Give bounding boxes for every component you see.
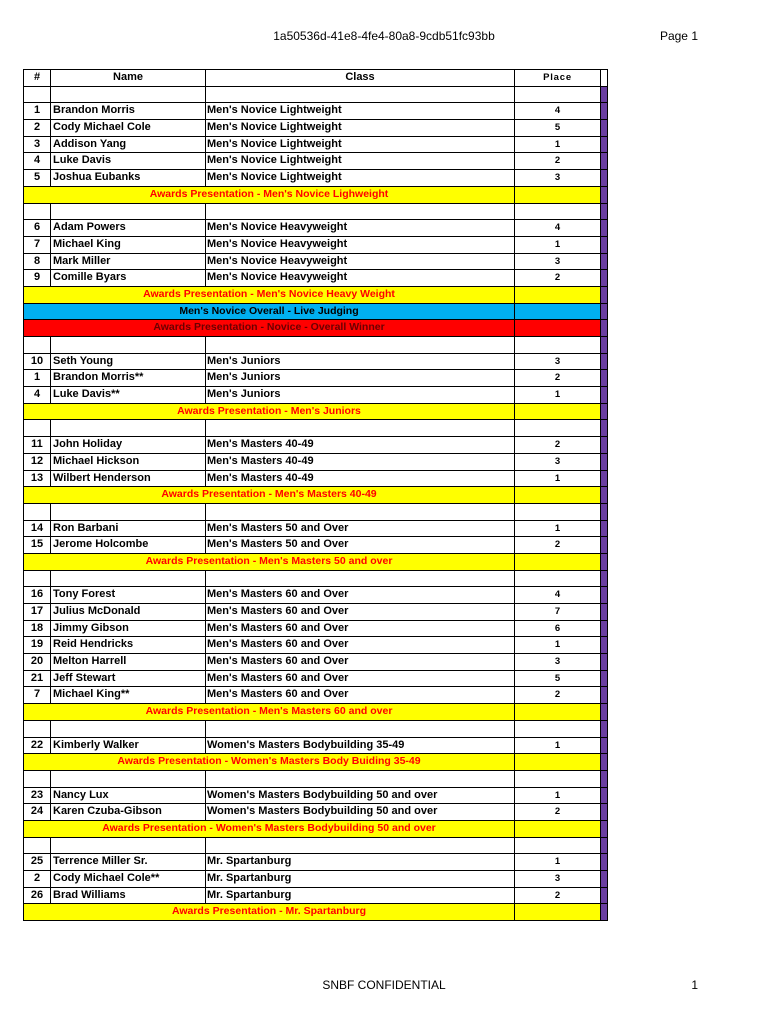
empty-cell bbox=[206, 838, 515, 854]
place-value: 1 bbox=[515, 387, 601, 403]
place-empty-cell bbox=[515, 904, 601, 920]
side-band bbox=[601, 888, 608, 904]
entry-number: 1 bbox=[24, 103, 51, 119]
class-name: Men's Novice Lightweight bbox=[206, 170, 515, 186]
awards-presentation-row-label: Awards Presentation - Women's Masters Body Buiding 35-49 bbox=[24, 754, 515, 770]
table-row bbox=[24, 854, 608, 871]
side-band bbox=[601, 854, 608, 870]
class-name: Men's Novice Lightweight bbox=[206, 103, 515, 119]
entry-number: 15 bbox=[24, 537, 51, 553]
overall-winner-row bbox=[24, 320, 608, 337]
side-band bbox=[601, 687, 608, 703]
table-row bbox=[24, 454, 608, 471]
empty-cell bbox=[24, 838, 51, 854]
side-band bbox=[601, 270, 608, 286]
table-row bbox=[24, 738, 608, 755]
competitor-name: Luke Davis** bbox=[51, 387, 206, 403]
class-name: Mr. Spartanburg bbox=[206, 888, 515, 904]
place-value: 1 bbox=[515, 471, 601, 487]
side-band bbox=[601, 754, 608, 770]
class-name: Men's Masters 60 and Over bbox=[206, 671, 515, 687]
document-id: 1a50536d-41e8-4fe4-80a8-9cdb51fc93bb bbox=[273, 29, 495, 43]
place-empty-cell bbox=[515, 287, 601, 303]
side-band bbox=[601, 337, 608, 353]
place-value: 1 bbox=[515, 637, 601, 653]
place-value: 2 bbox=[515, 687, 601, 703]
class-name: Men's Juniors bbox=[206, 387, 515, 403]
entry-number: 7 bbox=[24, 237, 51, 253]
awards-presentation-row-label: Awards Presentation - Men's Novice Lighweight bbox=[24, 187, 515, 203]
page-label: Page 1 bbox=[659, 29, 698, 43]
class-name: Men's Masters 60 and Over bbox=[206, 637, 515, 653]
place-value: 3 bbox=[515, 254, 601, 270]
competitor-name: Jerome Holcombe bbox=[51, 537, 206, 553]
awards-presentation-row-label: Awards Presentation - Men's Masters 60 and over bbox=[24, 704, 515, 720]
side-band bbox=[601, 87, 608, 103]
side-band bbox=[601, 654, 608, 670]
side-band bbox=[601, 587, 608, 603]
empty-cell bbox=[51, 571, 206, 587]
class-name: Men's Masters 50 and Over bbox=[206, 521, 515, 537]
class-name: Men's Masters 60 and Over bbox=[206, 587, 515, 603]
side-band bbox=[601, 137, 608, 153]
empty-cell bbox=[206, 571, 515, 587]
empty-cell bbox=[206, 87, 515, 103]
entry-number: 14 bbox=[24, 521, 51, 537]
competitor-name: Kimberly Walker bbox=[51, 738, 206, 754]
class-name: Mr. Spartanburg bbox=[206, 854, 515, 870]
class-name: Men's Masters 50 and Over bbox=[206, 537, 515, 553]
side-band bbox=[601, 521, 608, 537]
table-row bbox=[24, 471, 608, 488]
entry-number: 18 bbox=[24, 621, 51, 637]
awards-presentation-row bbox=[24, 821, 608, 838]
place-value: 1 bbox=[515, 137, 601, 153]
side-band bbox=[601, 471, 608, 487]
empty-cell bbox=[515, 771, 601, 787]
column-header-place: Place bbox=[515, 70, 601, 86]
empty-cell bbox=[51, 87, 206, 103]
side-band bbox=[601, 838, 608, 854]
place-empty-cell bbox=[515, 487, 601, 503]
column-header-class: Class bbox=[206, 70, 515, 86]
table-header-row bbox=[24, 70, 608, 87]
competitor-name: Jeff Stewart bbox=[51, 671, 206, 687]
place-value: 4 bbox=[515, 103, 601, 119]
table-row bbox=[24, 354, 608, 371]
place-empty-cell bbox=[515, 554, 601, 570]
place-value: 1 bbox=[515, 237, 601, 253]
side-band bbox=[601, 621, 608, 637]
place-value: 3 bbox=[515, 871, 601, 887]
empty-cell bbox=[206, 721, 515, 737]
competitor-name: Reid Hendricks bbox=[51, 637, 206, 653]
awards-presentation-row bbox=[24, 187, 608, 204]
entry-number: 8 bbox=[24, 254, 51, 270]
empty-cell bbox=[515, 204, 601, 220]
table-row bbox=[24, 587, 608, 604]
place-value: 3 bbox=[515, 654, 601, 670]
entry-number: 21 bbox=[24, 671, 51, 687]
empty-cell bbox=[24, 771, 51, 787]
entry-number: 16 bbox=[24, 587, 51, 603]
class-name: Women's Masters Bodybuilding 35-49 bbox=[206, 738, 515, 754]
side-band bbox=[601, 738, 608, 754]
side-band bbox=[601, 320, 608, 336]
competitor-name: Nancy Lux bbox=[51, 788, 206, 804]
side-band bbox=[601, 204, 608, 220]
empty-cell bbox=[515, 337, 601, 353]
table-row bbox=[24, 387, 608, 404]
place-value: 1 bbox=[515, 854, 601, 870]
table-row bbox=[24, 637, 608, 654]
empty-cell bbox=[24, 571, 51, 587]
overall-winner-row-label: Awards Presentation - Novice - Overall Winner bbox=[24, 320, 515, 336]
class-name: Men's Masters 40-49 bbox=[206, 471, 515, 487]
blank-row bbox=[24, 504, 608, 521]
side-band bbox=[601, 704, 608, 720]
awards-presentation-row-label: Awards Presentation - Men's Masters 40-49 bbox=[24, 487, 515, 503]
awards-presentation-row bbox=[24, 754, 608, 771]
competitor-name: Mark Miller bbox=[51, 254, 206, 270]
side-band bbox=[601, 504, 608, 520]
empty-cell bbox=[515, 721, 601, 737]
table-row bbox=[24, 671, 608, 688]
table-row bbox=[24, 521, 608, 538]
side-band bbox=[601, 671, 608, 687]
table-row bbox=[24, 153, 608, 170]
entry-number: 4 bbox=[24, 153, 51, 169]
empty-cell bbox=[206, 771, 515, 787]
side-band bbox=[601, 788, 608, 804]
side-band bbox=[601, 571, 608, 587]
table-row bbox=[24, 621, 608, 638]
competitor-name: Brandon Morris bbox=[51, 103, 206, 119]
side-band bbox=[601, 187, 608, 203]
table-row bbox=[24, 437, 608, 454]
class-name: Men's Juniors bbox=[206, 354, 515, 370]
competitor-name: Terrence Miller Sr. bbox=[51, 854, 206, 870]
place-value: 1 bbox=[515, 521, 601, 537]
table-row bbox=[24, 788, 608, 805]
side-band bbox=[601, 237, 608, 253]
blank-row bbox=[24, 420, 608, 437]
side-band bbox=[601, 721, 608, 737]
entry-number: 22 bbox=[24, 738, 51, 754]
table-row bbox=[24, 270, 608, 287]
competitor-name: Michael King bbox=[51, 237, 206, 253]
empty-cell bbox=[206, 504, 515, 520]
competitor-name: Jimmy Gibson bbox=[51, 621, 206, 637]
table-row bbox=[24, 804, 608, 821]
awards-presentation-row-label: Awards Presentation - Men's Novice Heavy Weight bbox=[24, 287, 515, 303]
side-band bbox=[601, 420, 608, 436]
class-name: Men's Masters 60 and Over bbox=[206, 621, 515, 637]
side-band bbox=[601, 604, 608, 620]
side-band bbox=[601, 153, 608, 169]
side-band bbox=[601, 537, 608, 553]
side-band bbox=[601, 554, 608, 570]
side-band bbox=[601, 254, 608, 270]
entry-number: 25 bbox=[24, 854, 51, 870]
class-name: Mr. Spartanburg bbox=[206, 871, 515, 887]
empty-cell bbox=[51, 838, 206, 854]
table-row bbox=[24, 220, 608, 237]
footer-page-number: 1 bbox=[691, 978, 698, 992]
empty-cell bbox=[51, 504, 206, 520]
empty-cell bbox=[206, 337, 515, 353]
side-band bbox=[601, 487, 608, 503]
empty-cell bbox=[24, 337, 51, 353]
entry-number: 11 bbox=[24, 437, 51, 453]
entry-number: 20 bbox=[24, 654, 51, 670]
awards-presentation-row-label: Awards Presentation - Women's Masters Bodybuilding 50 and over bbox=[24, 821, 515, 837]
place-value: 1 bbox=[515, 738, 601, 754]
place-value: 3 bbox=[515, 170, 601, 186]
empty-cell bbox=[515, 420, 601, 436]
awards-presentation-row bbox=[24, 404, 608, 421]
place-value: 2 bbox=[515, 537, 601, 553]
table-row bbox=[24, 604, 608, 621]
empty-cell bbox=[24, 504, 51, 520]
empty-cell bbox=[515, 571, 601, 587]
entry-number: 19 bbox=[24, 637, 51, 653]
place-value: 4 bbox=[515, 220, 601, 236]
blank-row bbox=[24, 721, 608, 738]
competitor-name: John Holiday bbox=[51, 437, 206, 453]
side-band bbox=[601, 771, 608, 787]
class-name: Men's Novice Lightweight bbox=[206, 120, 515, 136]
column-header-name: Name bbox=[51, 70, 206, 86]
place-value: 2 bbox=[515, 437, 601, 453]
place-empty-cell bbox=[515, 304, 601, 320]
table-row bbox=[24, 103, 608, 120]
side-band bbox=[601, 437, 608, 453]
class-name: Women's Masters Bodybuilding 50 and over bbox=[206, 788, 515, 804]
competitor-name: Seth Young bbox=[51, 354, 206, 370]
entry-number: 12 bbox=[24, 454, 51, 470]
class-name: Men's Juniors bbox=[206, 370, 515, 386]
competitor-name: Brad Williams bbox=[51, 888, 206, 904]
empty-cell bbox=[515, 504, 601, 520]
empty-cell bbox=[51, 771, 206, 787]
empty-cell bbox=[51, 337, 206, 353]
competitor-name: Adam Powers bbox=[51, 220, 206, 236]
table-row bbox=[24, 170, 608, 187]
entry-number: 1 bbox=[24, 370, 51, 386]
competitor-name: Joshua Eubanks bbox=[51, 170, 206, 186]
entry-number: 3 bbox=[24, 137, 51, 153]
table-row bbox=[24, 888, 608, 905]
empty-cell bbox=[51, 721, 206, 737]
competitor-name: Melton Harrell bbox=[51, 654, 206, 670]
side-band bbox=[601, 170, 608, 186]
place-value: 2 bbox=[515, 370, 601, 386]
awards-presentation-row bbox=[24, 904, 608, 921]
place-empty-cell bbox=[515, 187, 601, 203]
class-name: Women's Masters Bodybuilding 50 and over bbox=[206, 804, 515, 820]
place-empty-cell bbox=[515, 821, 601, 837]
competitor-name: Brandon Morris** bbox=[51, 370, 206, 386]
awards-presentation-row-label: Awards Presentation - Men's Juniors bbox=[24, 404, 515, 420]
entry-number: 6 bbox=[24, 220, 51, 236]
entry-number: 23 bbox=[24, 788, 51, 804]
awards-presentation-row bbox=[24, 287, 608, 304]
competitor-name: Wilbert Henderson bbox=[51, 471, 206, 487]
blank-row bbox=[24, 771, 608, 788]
side-band bbox=[601, 220, 608, 236]
class-name: Men's Novice Lightweight bbox=[206, 153, 515, 169]
entry-number: 26 bbox=[24, 888, 51, 904]
class-name: Men's Masters 60 and Over bbox=[206, 604, 515, 620]
class-name: Men's Novice Heavyweight bbox=[206, 270, 515, 286]
table-row bbox=[24, 537, 608, 554]
competitor-name: Comille Byars bbox=[51, 270, 206, 286]
awards-presentation-row bbox=[24, 487, 608, 504]
empty-cell bbox=[206, 204, 515, 220]
place-value: 7 bbox=[515, 604, 601, 620]
entry-number: 2 bbox=[24, 871, 51, 887]
blank-row bbox=[24, 204, 608, 221]
side-band bbox=[601, 637, 608, 653]
empty-cell bbox=[206, 420, 515, 436]
entry-number: 24 bbox=[24, 804, 51, 820]
awards-presentation-row bbox=[24, 554, 608, 571]
class-name: Men's Masters 40-49 bbox=[206, 437, 515, 453]
competitor-name: Karen Czuba-Gibson bbox=[51, 804, 206, 820]
side-band bbox=[601, 354, 608, 370]
place-value: 4 bbox=[515, 587, 601, 603]
side-band bbox=[601, 387, 608, 403]
live-judging-row bbox=[24, 304, 608, 321]
place-value: 2 bbox=[515, 804, 601, 820]
place-empty-cell bbox=[515, 404, 601, 420]
side-band bbox=[601, 370, 608, 386]
competitor-name: Michael King** bbox=[51, 687, 206, 703]
awards-presentation-row-label: Awards Presentation - Mr. Spartanburg bbox=[24, 904, 515, 920]
place-empty-cell bbox=[515, 704, 601, 720]
side-band bbox=[601, 821, 608, 837]
entry-number: 4 bbox=[24, 387, 51, 403]
side-band bbox=[601, 804, 608, 820]
empty-cell bbox=[51, 420, 206, 436]
side-band bbox=[601, 404, 608, 420]
entry-number: 2 bbox=[24, 120, 51, 136]
entry-number: 17 bbox=[24, 604, 51, 620]
side-band bbox=[601, 120, 608, 136]
place-value: 1 bbox=[515, 788, 601, 804]
place-value: 6 bbox=[515, 621, 601, 637]
table-row bbox=[24, 654, 608, 671]
place-value: 5 bbox=[515, 120, 601, 136]
blank-row bbox=[24, 337, 608, 354]
side-band bbox=[601, 871, 608, 887]
competitor-name: Cody Michael Cole bbox=[51, 120, 206, 136]
entry-number: 5 bbox=[24, 170, 51, 186]
place-empty-cell bbox=[515, 320, 601, 336]
place-value: 2 bbox=[515, 270, 601, 286]
class-name: Men's Novice Lightweight bbox=[206, 137, 515, 153]
table-row bbox=[24, 871, 608, 888]
empty-cell bbox=[24, 204, 51, 220]
live-judging-row-label: Men's Novice Overall - Live Judging bbox=[24, 304, 515, 320]
empty-cell bbox=[24, 721, 51, 737]
class-name: Men's Novice Heavyweight bbox=[206, 220, 515, 236]
competitor-name: Cody Michael Cole** bbox=[51, 871, 206, 887]
entry-number: 7 bbox=[24, 687, 51, 703]
side-band bbox=[601, 454, 608, 470]
table-row bbox=[24, 370, 608, 387]
empty-cell bbox=[24, 420, 51, 436]
column-header-number: # bbox=[24, 70, 51, 86]
competitor-name: Michael Hickson bbox=[51, 454, 206, 470]
class-name: Men's Masters 60 and Over bbox=[206, 687, 515, 703]
awards-presentation-row-label: Awards Presentation - Men's Masters 50 and over bbox=[24, 554, 515, 570]
table-row bbox=[24, 254, 608, 271]
awards-presentation-row bbox=[24, 704, 608, 721]
table-row bbox=[24, 120, 608, 137]
table-row bbox=[24, 137, 608, 154]
side-band bbox=[601, 103, 608, 119]
place-value: 5 bbox=[515, 671, 601, 687]
blank-row bbox=[24, 571, 608, 588]
place-empty-cell bbox=[515, 754, 601, 770]
competitor-name: Addison Yang bbox=[51, 137, 206, 153]
blank-row bbox=[24, 87, 608, 104]
table-row bbox=[24, 237, 608, 254]
empty-cell bbox=[515, 838, 601, 854]
place-value: 2 bbox=[515, 888, 601, 904]
empty-cell bbox=[24, 87, 51, 103]
competitor-name: Tony Forest bbox=[51, 587, 206, 603]
place-value: 3 bbox=[515, 354, 601, 370]
side-band bbox=[601, 904, 608, 920]
entry-number: 10 bbox=[24, 354, 51, 370]
class-name: Men's Novice Heavyweight bbox=[206, 254, 515, 270]
class-name: Men's Masters 60 and Over bbox=[206, 654, 515, 670]
side-band bbox=[601, 304, 608, 320]
entry-number: 13 bbox=[24, 471, 51, 487]
class-name: Men's Novice Heavyweight bbox=[206, 237, 515, 253]
side-band bbox=[601, 287, 608, 303]
results-table bbox=[23, 69, 608, 921]
footer-confidential: SNBF CONFIDENTIAL bbox=[322, 978, 446, 992]
side-band bbox=[601, 70, 608, 86]
competitor-name: Ron Barbani bbox=[51, 521, 206, 537]
entry-number: 9 bbox=[24, 270, 51, 286]
empty-cell bbox=[51, 204, 206, 220]
place-value: 2 bbox=[515, 153, 601, 169]
empty-cell bbox=[515, 87, 601, 103]
competitor-name: Luke Davis bbox=[51, 153, 206, 169]
class-name: Men's Masters 40-49 bbox=[206, 454, 515, 470]
blank-row bbox=[24, 838, 608, 855]
table-row bbox=[24, 687, 608, 704]
competitor-name: Julius McDonald bbox=[51, 604, 206, 620]
place-value: 3 bbox=[515, 454, 601, 470]
